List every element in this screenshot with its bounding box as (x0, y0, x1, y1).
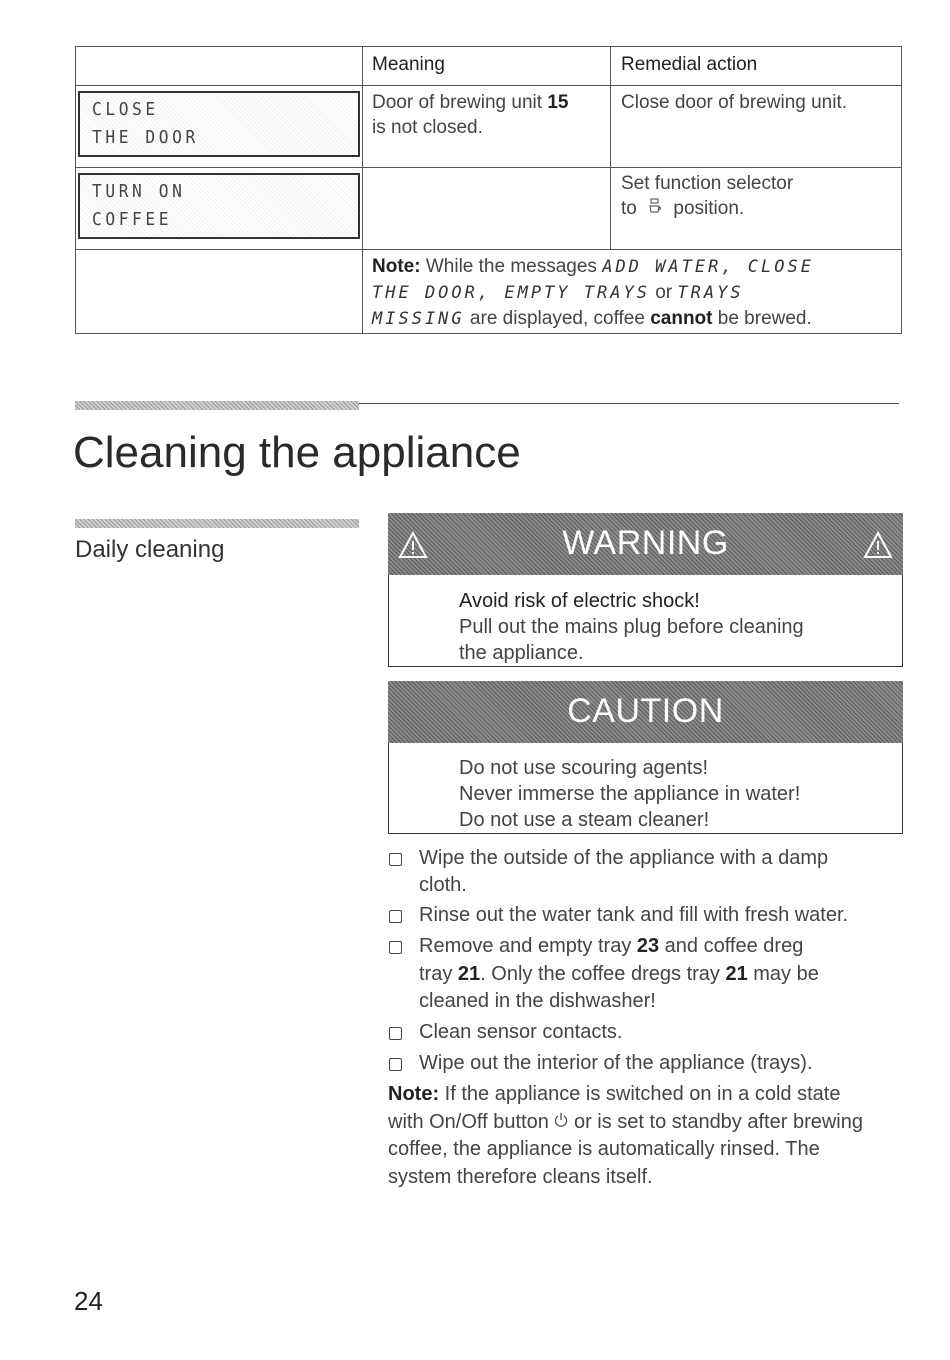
display-message: THE DOOR, EMPTY TRAYS (372, 283, 650, 303)
subsection-title: Daily cleaning (75, 536, 225, 563)
display-message: MISSING (372, 309, 465, 329)
meaning-text: Door of brewing unit (372, 92, 548, 113)
warning-heading: Avoid risk of electric shock! (459, 590, 700, 612)
section-rule (359, 403, 899, 404)
subsection-bar (75, 519, 359, 528)
messages-table (75, 46, 902, 334)
remedial-text: Set function selector (621, 173, 794, 194)
warning-text: the appliance. (459, 642, 584, 664)
page-title: Cleaning the appliance (73, 428, 521, 477)
list-item: cloth. (419, 874, 467, 896)
display-close-door (78, 91, 360, 157)
power-icon (554, 1112, 568, 1128)
display-line: THE DOOR (92, 127, 199, 148)
remedial-text: to (621, 198, 637, 219)
list-text: and coffee dreg (659, 935, 804, 957)
display-line: CLOSE (92, 99, 159, 120)
list-text: Remove and empty tray (419, 935, 637, 957)
note-line: system therefore cleans itself. (388, 1166, 653, 1188)
caution-body (388, 743, 903, 834)
display-line: TURN ON (92, 181, 186, 202)
caution-text: Do not use scouring agents! (459, 757, 709, 779)
note-line (388, 1111, 863, 1134)
remedial-cell (621, 171, 793, 221)
warning-title: WARNING (562, 524, 729, 562)
section-bar (75, 401, 359, 410)
display-message: ADD WATER, CLOSE (602, 257, 814, 277)
page-number: 24 (74, 1286, 103, 1316)
list-item (419, 963, 819, 986)
tray-number: 21 (457, 963, 481, 985)
note-text: are displayed, coffee (464, 308, 651, 329)
list-text: may be (747, 963, 819, 985)
note-label: Note: (372, 256, 421, 277)
table-note (372, 254, 892, 332)
note-line (388, 1083, 840, 1106)
list-text: . Only the coffee dregs tray (480, 963, 726, 985)
coffee-cup-icon (648, 198, 662, 216)
list-item: Rinse out the water tank and fill with fresh water. (419, 904, 849, 926)
list-item (419, 935, 803, 958)
note-text: If the appliance is switched on in a cold state (439, 1083, 841, 1105)
caution-text: Do not use a steam cleaner! (459, 809, 710, 831)
note-text: or is set to standby after brewing (568, 1111, 863, 1133)
checkbox-bullet (389, 1058, 402, 1071)
remedial-cell: Close door of brewing unit. (621, 92, 848, 113)
list-text: tray (419, 963, 458, 985)
display-message: TRAYS (677, 283, 744, 303)
note-line: coffee, the appliance is automatically rinsed. The (388, 1138, 820, 1160)
list-item: cleaned in the dishwasher! (419, 990, 656, 1012)
remedial-text: position. (673, 198, 745, 219)
note-text: be brewed. (712, 308, 812, 329)
caution-title: CAUTION (567, 692, 724, 730)
note-text: or (655, 282, 673, 303)
note-label: Note: (388, 1083, 440, 1105)
checkbox-bullet (389, 853, 402, 866)
checkbox-bullet (389, 941, 402, 954)
checkbox-bullet (389, 910, 402, 923)
meaning-header: Meaning (372, 54, 445, 75)
warning-triangle-icon (863, 531, 893, 559)
warning-header (388, 513, 903, 575)
warning-body (388, 575, 903, 667)
meaning-cell (372, 90, 568, 140)
note-text: with On/Off button (388, 1111, 555, 1133)
meaning-text: is not closed. (372, 117, 483, 138)
tray-number: 21 (725, 963, 748, 985)
remedial-action-header: Remedial action (621, 54, 758, 75)
display-line: COFFEE (92, 209, 173, 230)
list-item: Wipe the outside of the appliance with a damp (419, 847, 829, 869)
unit-number: 15 (547, 92, 569, 113)
note-text: While the messages (420, 256, 603, 277)
note-emphasis: cannot (650, 308, 713, 329)
caution-text: Never immerse the appliance in water! (459, 783, 801, 805)
checkbox-bullet (389, 1027, 402, 1040)
tray-number: 23 (636, 935, 660, 957)
list-item: Wipe out the interior of the appliance (trays). (419, 1052, 813, 1074)
caution-header (388, 681, 903, 743)
warning-text: Pull out the mains plug before cleaning (459, 616, 804, 638)
list-item: Clean sensor contacts. (419, 1021, 623, 1043)
display-turn-on-coffee (78, 173, 360, 239)
